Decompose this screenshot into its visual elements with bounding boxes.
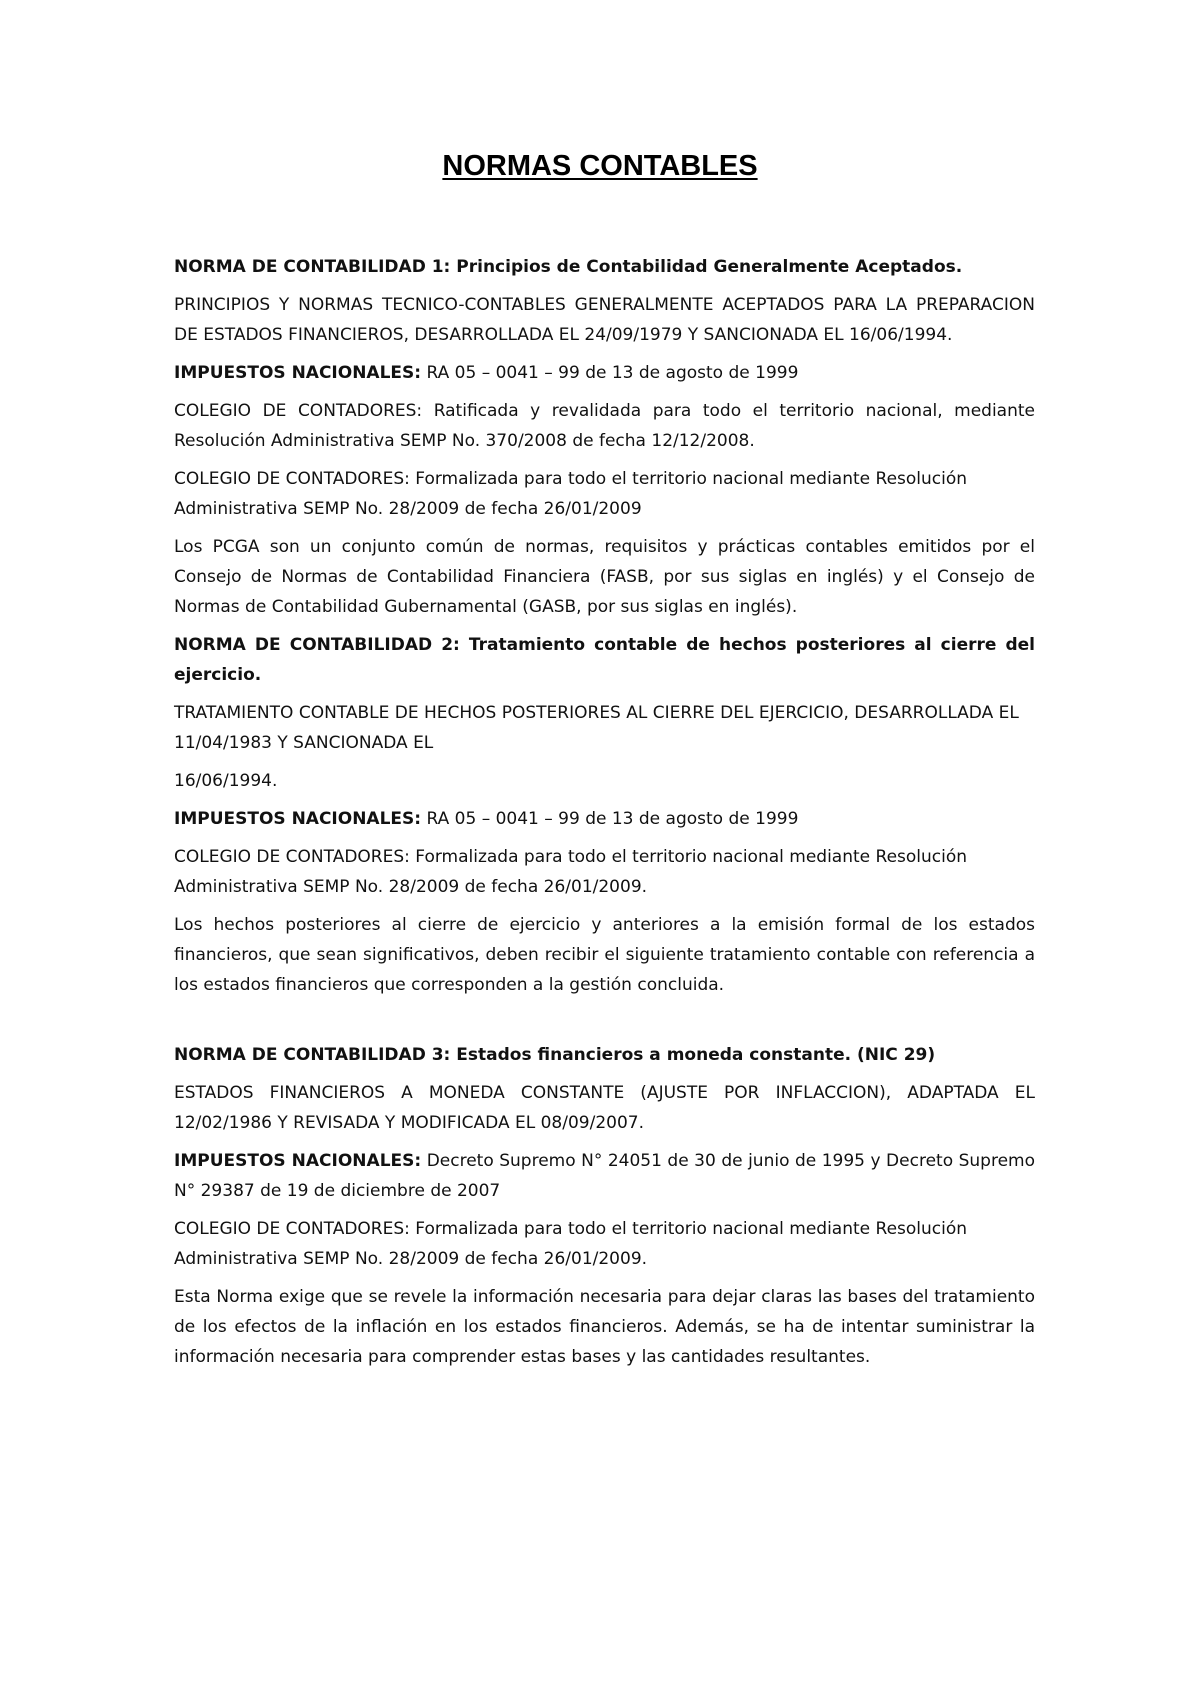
norma-1-impuestos <box>174 358 1035 388</box>
norma-2-impuestos <box>174 804 1035 834</box>
norma-2-colegio-text: Formalizada para todo el territorio nacional mediante Resolución Administrativa SEMP No. 28/2009 de fecha 26/01/2009. <box>174 847 968 897</box>
norma-1-heading <box>174 252 1035 282</box>
norma-1-body: Los PCGA son un conjunto común de normas, requisitos y prácticas contables emitidos por el Consejo de Normas de Contabilidad Financiera (FASB, por sus siglas en inglés) y el Consejo de Normas de Contabilidad Gubernamental (GASB, por sus siglas en inglés). <box>174 537 1035 617</box>
norma-2-colegio-label: COLEGIO DE CONTADORES: <box>174 847 410 867</box>
norma-1-impuestos-label: IMPUESTOS NACIONALES: <box>174 363 422 383</box>
norma-2-heading-label: NORMA DE CONTABILIDAD 2: <box>174 635 460 655</box>
norma-2-body: Los hechos posteriores al cierre de ejercicio y anteriores a la emisión formal de los estados financieros, que sean significativos, deben recibir el siguiente tratamiento contable con referencia a los estados financieros que corresponden a la gestión concluida. <box>174 915 1035 995</box>
norma-1-colegio-2-text: Formalizada para todo el territorio nacional mediante Resolución Administrativa SEMP No. 28/2009 de fecha 26/01/2009 <box>174 469 968 519</box>
norma-3-colegio <box>174 1214 1035 1274</box>
norma-2-description-date: 16/06/1994. <box>174 771 278 791</box>
norma-1-impuestos-text: RA 05 – 0041 – 99 de 13 de agosto de 1999 <box>421 363 799 383</box>
norma-3-impuestos-text: Decreto Supremo N° 24051 de 30 de junio de 1995 y Decreto Supremo N° 29387 de 19 de diciembre de 2007 <box>174 1151 1035 1201</box>
norma-2-heading-text: Tratamiento contable de hechos posteriores al cierre del ejercicio. <box>174 635 1036 685</box>
norma-3-description: ESTADOS FINANCIEROS A MONEDA CONSTANTE (AJUSTE POR INFLACCION), ADAPTADA EL 12/02/1986 Y REVISADA Y MODIFICADA EL 08/09/2007. <box>174 1083 1035 1133</box>
norma-3-heading-label: NORMA DE CONTABILIDAD 3: <box>174 1045 451 1065</box>
norma-3-colegio-text: Formalizada para todo el territorio nacional mediante Resolución Administrativa SEMP No. 28/2009 de fecha 26/01/2009. <box>174 1219 968 1269</box>
norma-1-heading-text: Principios de Contabilidad Generalmente Aceptados. <box>450 257 963 277</box>
norma-3-heading <box>174 1040 1035 1070</box>
page-title: NORMAS CONTABLES <box>442 150 758 182</box>
norma-3-heading-text: Estados financieros a moneda constante. (NIC 29) <box>450 1045 936 1065</box>
norma-2-description: TRATAMIENTO CONTABLE DE HECHOS POSTERIORES AL CIERRE DEL EJERCICIO, DESARROLLADA EL 11/04/1983 Y SANCIONADA EL <box>174 703 1019 753</box>
norma-1-colegio-1-label: COLEGIO DE CONTADORES: <box>174 401 423 421</box>
norma-3-impuestos <box>174 1146 1035 1206</box>
norma-1-colegio-2 <box>174 464 1035 524</box>
norma-1-colegio-1-text: Ratificada y revalidada para todo el territorio nacional, mediante Resolución Administrativa SEMP No. 370/2008 de fecha 12/12/2008. <box>174 401 1036 451</box>
norma-3-colegio-label: COLEGIO DE CONTADORES: <box>174 1219 410 1239</box>
norma-1-colegio-2-label: COLEGIO DE CONTADORES: <box>174 469 410 489</box>
norma-1-description: PRINCIPIOS Y NORMAS TECNICO-CONTABLES GENERALMENTE ACEPTADOS PARA LA PREPARACION DE ESTADOS FINANCIEROS, DESARROLLADA EL 24/09/1979 Y SANCIONADA EL 16/06/1994. <box>174 295 1035 345</box>
norma-1-heading-label: NORMA DE CONTABILIDAD 1: <box>174 257 451 277</box>
document-body <box>174 252 1035 1380</box>
norma-1-colegio-1 <box>174 396 1035 456</box>
norma-3-body: Esta Norma exige que se revele la información necesaria para dejar claras las bases del tratamiento de los efectos de la inflación en los estados financieros. Además, se ha de intentar suministrar la información necesaria para comprender estas bases y las cantidades resultantes. <box>174 1287 1035 1367</box>
norma-2-impuestos-label: IMPUESTOS NACIONALES: <box>174 809 422 829</box>
norma-3-impuestos-label: IMPUESTOS NACIONALES: <box>174 1151 422 1171</box>
norma-2-colegio <box>174 842 1035 902</box>
norma-2-heading <box>174 630 1035 690</box>
norma-2-impuestos-text: RA 05 – 0041 – 99 de 13 de agosto de 1999 <box>421 809 799 829</box>
